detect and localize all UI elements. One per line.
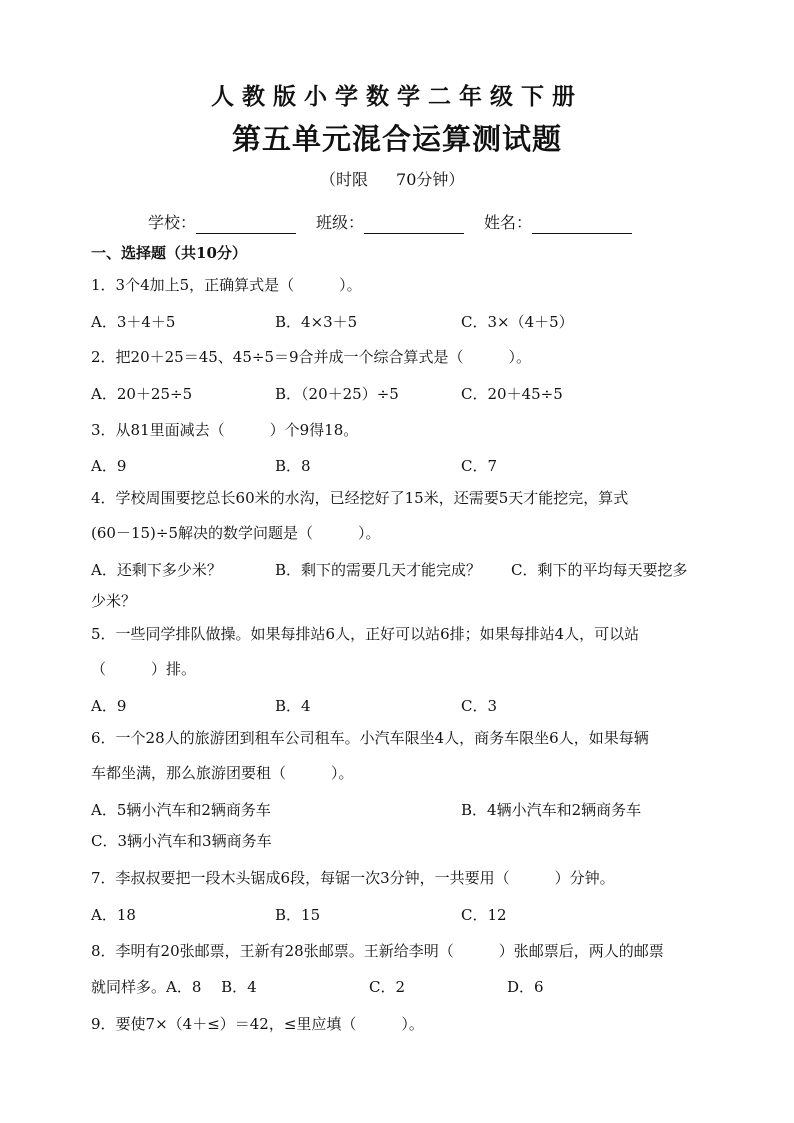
q3-option-c: C．7	[461, 457, 498, 475]
name-label: 姓名：	[484, 213, 533, 232]
q6-option-c: C．3辆小汽车和3辆商务车	[91, 832, 272, 850]
time-limit-label: （时限	[320, 170, 369, 189]
question-9: 9．要使7×（4＋≤）＝42，≤里应填（ ）。	[91, 1015, 424, 1033]
q3-option-b: B．8	[275, 457, 311, 475]
class-blank	[364, 217, 464, 234]
q2-option-a: A．20＋25÷5	[91, 385, 193, 403]
q4-option-b: B．剩下的需要几天才能完成？	[275, 561, 482, 579]
name-field	[484, 212, 632, 234]
question-6-line-1: 6．一个28人的旅游团到租车公司租车。小汽车限坐4人，商务车限坐6人，如果每辆	[91, 729, 649, 747]
section-heading: 一、选择题（共10分）	[91, 244, 247, 262]
q4-option-c-cont: 少米？	[91, 592, 137, 610]
q8-option-c: C．2	[369, 978, 406, 996]
q5-option-c: C．3	[461, 697, 498, 715]
question-3: 3．从81里面减去（ ）个9得18。	[91, 421, 359, 439]
q8-option-d: D．6	[507, 978, 544, 996]
q7-option-c: C．12	[461, 906, 507, 924]
question-7: 7．李叔叔要把一段木头锯成6段，每锯一次3分钟，一共要用（ ）分钟。	[91, 869, 615, 887]
name-blank	[532, 217, 632, 234]
document-title: 人教版小学数学二年级下册	[211, 83, 583, 110]
school-label: 学校：	[148, 213, 197, 232]
q4-option-c: C．剩下的平均每天要挖多	[511, 561, 688, 579]
question-6-line-2: 车都坐满，那么旅游团要租（ ）。	[91, 764, 354, 782]
q4-option-a: A．还剩下多少米？	[91, 561, 222, 579]
school-blank	[196, 217, 296, 234]
question-8-line-1: 8．李明有20张邮票，王新有28张邮票。王新给李明（ ）张邮票后，两人的邮票	[91, 942, 664, 960]
q7-option-b: B．15	[275, 906, 321, 924]
q6-option-b: B．4辆小汽车和2辆商务车	[461, 801, 642, 819]
q1-option-c: C．3×（4＋5）	[461, 313, 574, 331]
question-1: 1．3个4加上5，正确算式是（ ）。	[91, 276, 362, 294]
q6-option-a: A．5辆小汽车和2辆商务车	[91, 801, 271, 819]
question-2: 2．把20＋25＝45、45÷5＝9合并成一个综合算式是（ ）。	[91, 348, 532, 366]
time-limit	[320, 170, 464, 190]
q3-option-a: A．9	[91, 457, 127, 475]
question-4-line-1: 4．学校周围要挖总长60米的水沟，已经挖好了15米，还需要5天才能挖完，算式	[91, 489, 629, 507]
q1-option-b: B．4×3＋5	[275, 313, 358, 331]
class-field	[316, 212, 464, 234]
question-5-line-1: 5．一些同学排队做操。如果每排站6人，正好可以站6排；如果每排站4人，可以站	[91, 625, 640, 643]
q2-option-c: C．20＋45÷5	[461, 385, 563, 403]
q5-option-b: B．4	[275, 697, 311, 715]
school-field	[148, 212, 296, 234]
class-label: 班级：	[316, 213, 365, 232]
question-4-line-2: (60－15)÷5解决的数学问题是（ ）。	[91, 524, 381, 542]
q2-option-b: B．（20＋25）÷5	[275, 385, 399, 403]
q5-option-a: A．9	[91, 697, 127, 715]
time-limit-value: 70分钟）	[396, 170, 465, 189]
document-subtitle: 第五单元混合运算测试题	[231, 122, 562, 156]
question-5-line-2: （ ）排。	[91, 660, 197, 678]
question-8-line-2: 就同样多。A．8 B．4	[91, 978, 257, 996]
q7-option-a: A．18	[91, 906, 136, 924]
q1-option-a: A．3＋4＋5	[91, 313, 176, 331]
